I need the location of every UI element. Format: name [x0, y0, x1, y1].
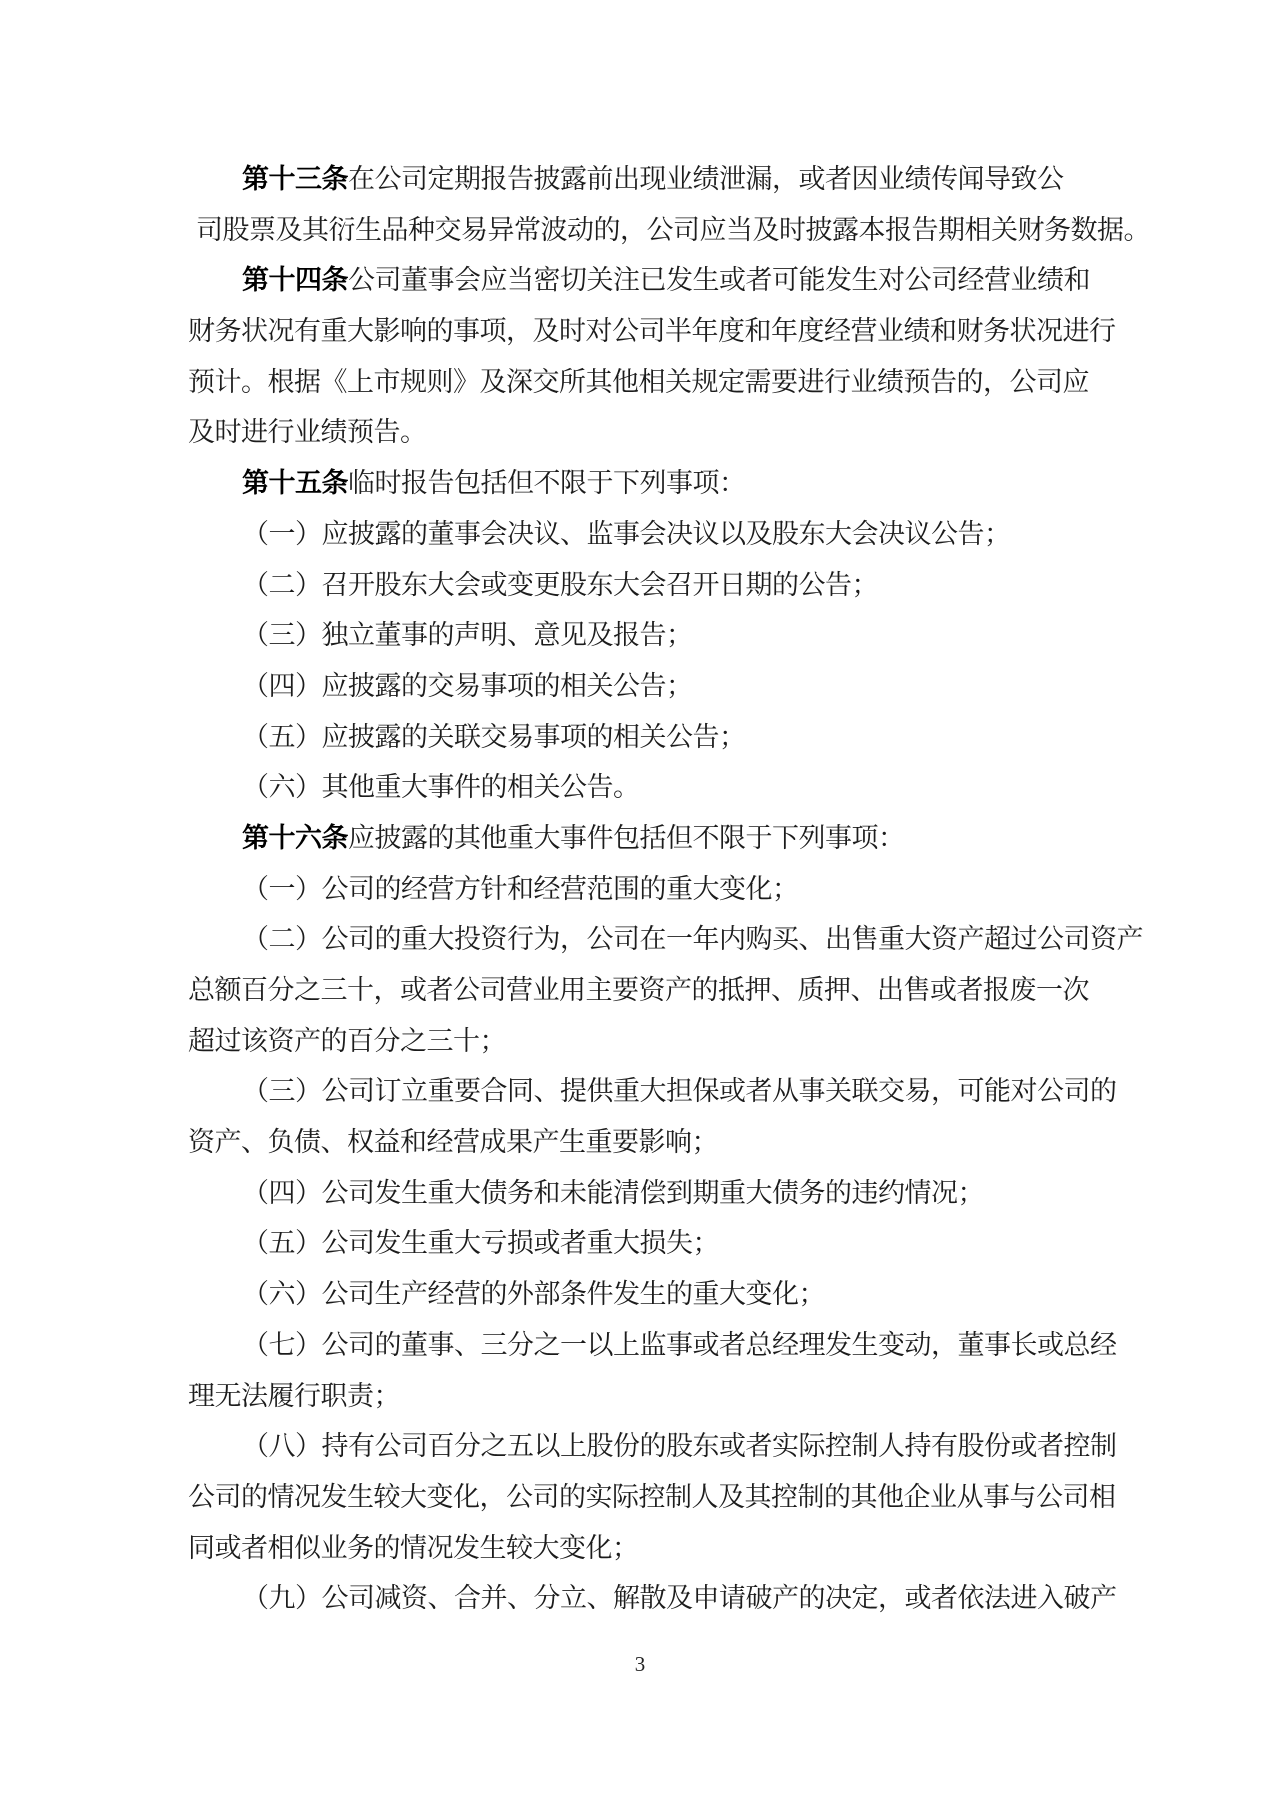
article-number: 第十三条: [242, 164, 348, 194]
doc-line: [188, 1168, 1133, 1219]
line-text: 总额百分之三十，或者公司营业用主要资产的抵押、质押、出售或者报废一次: [188, 975, 1089, 1005]
line-text: 公司董事会应当密切关注已发生或者可能发生对公司经营业绩和: [348, 265, 1090, 296]
line-text: 及时进行业绩预告。: [188, 417, 427, 448]
line-text: （二）公司的重大投资行为，公司在一年内购买、出售重大资产超过公司资产: [242, 924, 1143, 955]
line-text: （四）应披露的交易事项的相关公告；: [242, 670, 693, 701]
doc-line: [188, 813, 1133, 864]
line-text: （三）独立董事的声明、意见及报告；: [242, 620, 693, 651]
doc-line: [188, 1573, 1133, 1624]
doc-line: [188, 1320, 1133, 1371]
doc-line: [188, 864, 1133, 915]
doc-line: [188, 154, 1133, 205]
doc-line: [188, 255, 1133, 306]
line-text: （四）公司发生重大债务和未能清偿到期重大债务的违约情况；: [242, 1177, 984, 1208]
doc-line: [188, 762, 1133, 813]
line-text: （二）召开股东大会或变更股东大会召开日期的公告；: [242, 569, 878, 600]
line-text: 理无法履行职责；: [188, 1380, 400, 1411]
doc-line: [188, 1523, 1133, 1574]
line-text: 超过该资产的百分之三十；: [188, 1025, 506, 1056]
line-text: 资产、负债、权益和经营成果产生重要影响；: [188, 1127, 718, 1158]
doc-line: [188, 306, 1133, 357]
doc-line: [188, 1269, 1133, 1320]
line-text: 临时报告包括但不限于下列事项：: [348, 468, 746, 499]
line-text: （一）公司的经营方针和经营范围的重大变化；: [242, 873, 799, 904]
doc-line: [188, 205, 1150, 256]
doc-line: [188, 712, 1133, 763]
line-text: 司股票及其衍生品种交易异常波动的，公司应当及时披露本报告期相关财务数据。: [196, 214, 1150, 245]
line-text: 应披露的其他重大事件包括但不限于下列事项：: [348, 822, 905, 853]
doc-line: [188, 914, 1143, 965]
doc-line: [188, 1472, 1133, 1523]
line-text: （五）应披露的关联交易事项的相关公告；: [242, 721, 746, 752]
doc-line: [188, 1218, 1133, 1269]
line-text: 财务状况有重大影响的事项，及时对公司半年度和年度经营业绩和财务状况进行: [188, 316, 1116, 347]
doc-line: [188, 357, 1133, 408]
line-text: 公司的情况发生较大变化，公司的实际控制人及其控制的其他企业从事与公司相: [188, 1481, 1116, 1512]
line-text: （一）应披露的董事会决议、监事会决议以及股东大会决议公告；: [242, 518, 1011, 549]
line-text: （九）公司减资、合并、分立、解散及申请破产的决定，或者依法进入破产: [242, 1583, 1117, 1614]
line-text: （八）持有公司百分之五以上股份的股东或者实际控制人持有股份或者控制: [242, 1431, 1117, 1462]
doc-line: [188, 509, 1133, 560]
article-number: 第十六条: [242, 822, 348, 853]
doc-line: [188, 1016, 1133, 1067]
doc-line: [188, 1371, 1133, 1422]
doc-line: [188, 560, 1133, 611]
line-text: 在公司定期报告披露前出现业绩泄漏，或者因业绩传闻导致公: [348, 164, 1064, 194]
document-body: [188, 154, 1150, 1624]
doc-line: [188, 610, 1133, 661]
doc-line: [188, 661, 1133, 712]
article-number: 第十五条: [242, 468, 348, 499]
doc-line: [188, 1421, 1133, 1472]
line-text: （五）公司发生重大亏损或者重大损失；: [242, 1228, 719, 1259]
line-text: （七）公司的董事、三分之一以上监事或者总经理发生变动，董事长或总经: [242, 1329, 1117, 1360]
line-text: （六）其他重大事件的相关公告。: [242, 772, 640, 803]
doc-line: [188, 407, 1133, 458]
line-text: 预计。根据《上市规则》及深交所其他相关规定需要进行业绩预告的，公司应: [188, 366, 1089, 397]
doc-line: [188, 965, 1133, 1016]
line-text: （六）公司生产经营的外部条件发生的重大变化；: [242, 1279, 825, 1310]
page-number: 3: [634, 1652, 646, 1676]
doc-line: [188, 1066, 1133, 1117]
article-number: 第十四条: [242, 265, 348, 296]
line-text: （三）公司订立重要合同、提供重大担保或者从事关联交易，可能对公司的: [242, 1076, 1117, 1107]
doc-line: [188, 458, 1133, 509]
line-text: 同或者相似业务的情况发生较大变化；: [188, 1532, 639, 1563]
doc-line: [188, 1117, 1133, 1168]
